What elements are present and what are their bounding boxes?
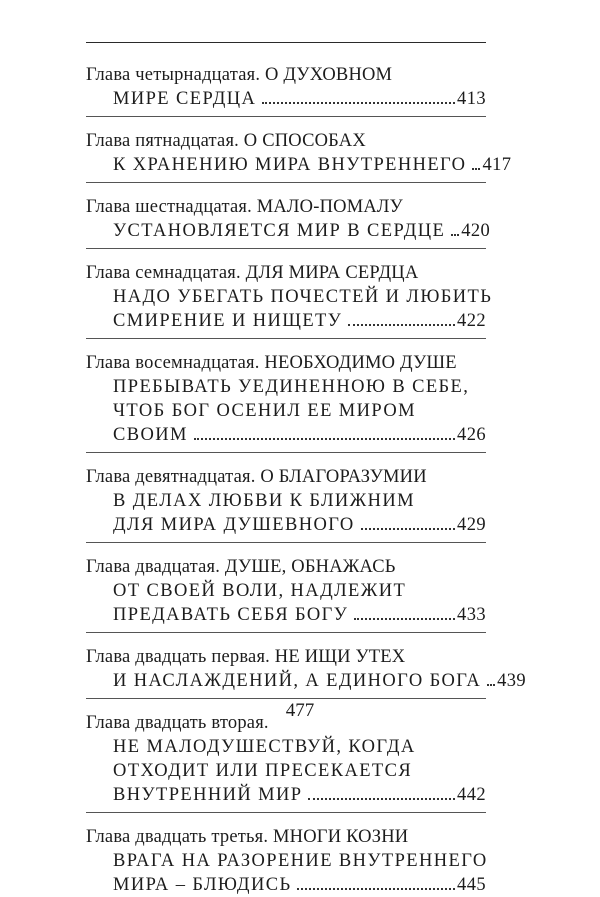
chapter-heading: Глава девятнадцатая. О БЛАГОРАЗУМИИ (86, 467, 427, 487)
toc-entry (86, 129, 512, 177)
chapter-title-last-line (86, 423, 486, 447)
page-number: 477 (285, 700, 315, 721)
chapter-title-text: ДЛЯ МИРА ДУШЕВНОГО (113, 515, 355, 535)
toc-entry (86, 555, 486, 627)
chapter-title-text: МИРЕ СЕРДЦА (113, 89, 257, 109)
chapter-heading: Глава четырнадцатая. О ДУХОВНОМ (86, 65, 393, 85)
toc-entry (86, 195, 491, 243)
dot-leader (194, 438, 455, 440)
chapter-title-last-line (86, 153, 512, 177)
page-ref: 420 (461, 221, 491, 241)
chapter-heading: Глава восемнадцатая. НЕОБХОДИМО ДУШЕ (86, 353, 457, 373)
chapter-title-last-line (86, 219, 491, 243)
chapter-title-last-line (86, 603, 486, 627)
chapter-title-text: И НАСЛАЖДЕНИЙ, А ЕДИНОГО БОГА (113, 671, 482, 691)
entry-separator (86, 698, 486, 699)
page-ref: 439 (497, 671, 527, 691)
chapter-heading: Глава семнадцатая. ДЛЯ МИРА СЕРДЦА (86, 263, 419, 283)
dot-leader (451, 234, 459, 236)
entry-separator (86, 812, 486, 813)
toc-entry (86, 711, 486, 807)
dot-leader (262, 102, 455, 104)
toc-entry (86, 261, 493, 333)
page-ref: 442 (457, 785, 486, 805)
toc-entry (86, 645, 527, 693)
dot-leader (487, 684, 495, 686)
chapter-title-text: МИРА – БЛЮДИСЬ (113, 875, 292, 895)
entry-separator (86, 542, 486, 543)
chapter-title-last-line (86, 873, 486, 897)
page-ref: 417 (482, 155, 512, 175)
dot-leader (297, 888, 455, 890)
chapter-title-line: ПРЕБЫВАТЬ УЕДИНЕННОЮ В СЕБЕ, (113, 377, 470, 397)
chapter-heading: Глава шестнадцатая. МАЛО-ПОМАЛУ (86, 197, 403, 217)
chapter-title-text: СВОИМ (113, 425, 188, 445)
chapter-title-last-line (86, 87, 486, 111)
page-ref: 426 (457, 425, 486, 445)
chapter-title-line: НЕ МАЛОДУШЕСТВУЙ, КОГДА (113, 737, 416, 757)
dot-leader (472, 168, 480, 170)
toc-entry (86, 63, 486, 111)
toc-entry (86, 825, 486, 897)
chapter-heading: Глава двадцать вторая. (86, 713, 269, 733)
top-rule (86, 42, 486, 43)
chapter-title-text: К ХРАНЕНИЮ МИРА ВНУТРЕННЕГО (113, 155, 467, 175)
page-ref: 445 (457, 875, 486, 895)
toc-entry (86, 351, 486, 447)
chapter-title-text: ВНУТРЕННИЙ МИР (113, 785, 303, 805)
page-ref: 413 (457, 89, 486, 109)
entry-separator (86, 182, 486, 183)
chapter-heading: Глава двадцатая. ДУШЕ, ОБНАЖАСЬ (86, 557, 396, 577)
chapter-title-line: ЧТОБ БОГ ОСЕНИЛ ЕЕ МИРОМ (113, 401, 416, 421)
dot-leader (361, 528, 455, 530)
dot-leader (308, 798, 455, 800)
entry-separator (86, 248, 486, 249)
entry-separator (86, 632, 486, 633)
entry-separator (86, 338, 486, 339)
dot-leader (348, 324, 455, 326)
page-ref: 433 (457, 605, 486, 625)
chapter-title-last-line (86, 783, 486, 807)
chapter-title-line: ОТХОДИТ ИЛИ ПРЕСЕКАЕТСЯ (113, 761, 413, 781)
chapter-title-text: СМИРЕНИЕ И НИЩЕТУ (113, 311, 343, 331)
chapter-title-text: УСТАНОВЛЯЕТСЯ МИР В СЕРДЦЕ (113, 221, 446, 241)
chapter-title-last-line (86, 513, 486, 537)
chapter-title-line: В ДЕЛАХ ЛЮБВИ К БЛИЖНИМ (113, 491, 416, 511)
chapter-title-last-line (86, 309, 486, 333)
page-ref: 429 (457, 515, 486, 535)
toc-entry (86, 465, 486, 537)
table-of-contents (86, 63, 527, 897)
entry-separator (86, 116, 486, 117)
chapter-title-line: ВРАГА НА РАЗОРЕНИЕ ВНУТРЕННЕГО (113, 851, 488, 871)
chapter-heading: Глава двадцать третья. МНОГИ КОЗНИ (86, 827, 409, 847)
chapter-heading: Глава двадцать первая. НЕ ИЩИ УТЕХ (86, 647, 406, 667)
entry-separator (86, 452, 486, 453)
chapter-heading: Глава пятнадцатая. О СПОСОБАХ (86, 131, 366, 151)
chapter-title-line: НАДО УБЕГАТЬ ПОЧЕСТЕЙ И ЛЮБИТЬ (113, 287, 493, 307)
page-ref: 422 (457, 311, 486, 331)
chapter-title-line: ОТ СВОЕЙ ВОЛИ, НАДЛЕЖИТ (113, 581, 407, 601)
chapter-title-last-line (86, 669, 527, 693)
chapter-title-text: ПРЕДАВАТЬ СЕБЯ БОГУ (113, 605, 349, 625)
dot-leader (354, 618, 455, 620)
